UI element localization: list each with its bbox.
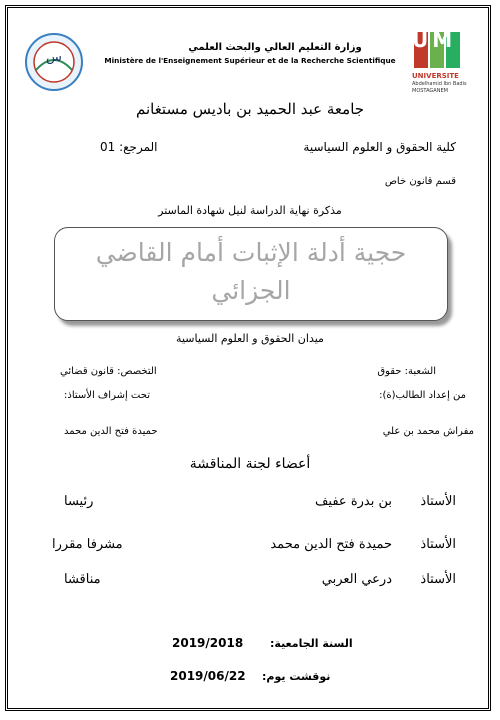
member-name: حميدة فتح الدين محمد [270, 537, 392, 552]
left-logo-mark: س [46, 50, 62, 65]
reference-number: المرجع: 01 [100, 140, 158, 154]
member-name: درعي العربي [321, 572, 392, 587]
branch-label: الشعبة: حقوق [377, 366, 436, 377]
thesis-title-line-2: الجزائي [211, 276, 291, 305]
ministry-arabic: وزارة التعليم العالي والبحث العلمي [188, 42, 362, 53]
ministry-french: Ministère de l'Enseignement Supérieur et de la Recherche Scientifique [104, 56, 396, 65]
supervisor-name: حميدة فتح الدين محمد [64, 426, 158, 437]
defended-label: نوقشت يوم: [262, 670, 331, 683]
member-role: مناقشا [64, 572, 101, 587]
prepared-by-label: من إعداد الطالب(ة): [379, 390, 466, 401]
memo-subject: مذكرة نهاية الدراسة لنيل شهادة الماستر [158, 204, 342, 217]
field-name: ميدان الحقوق و العلوم السياسية [176, 332, 324, 345]
university-logo [408, 28, 478, 94]
academic-year: 2019/2018 [172, 636, 244, 650]
member-role: رئيسا [64, 494, 94, 509]
specialty-label: التخصص: قانون قضائي [60, 366, 157, 377]
member-title: الأستاذ [420, 494, 456, 509]
university-name: جامعة عبد الحميد بن باديس مستغانم [135, 100, 365, 118]
member-title: الأستاذ [420, 537, 456, 552]
logo-city-text: MOSTAGANEM [412, 88, 448, 94]
thesis-title-box [54, 227, 448, 321]
logo-university-text: UNIVERSITE [412, 72, 459, 80]
member-name: بن بدرة عفيف [314, 494, 392, 509]
supervisor-label: تحت إشراف الأستاذ: [64, 390, 150, 401]
faculty-name: كلية الحقوق و العلوم السياسية [303, 140, 456, 154]
student-name: مفراش محمد بن علي [382, 426, 474, 437]
member-title: الأستاذ [420, 572, 456, 587]
defended-date: 2019/06/22 [170, 669, 246, 683]
academic-year-label: السنة الجامعية: [270, 637, 353, 650]
logo-mark-text: UM [412, 28, 457, 52]
committee-heading: أعضاء لجنة المناقشة [189, 456, 311, 472]
logo-sub-text: Abdelhamid Ibn Badis [412, 81, 467, 87]
member-role: مشرفا مقررا [52, 537, 123, 552]
thesis-title-line-1: حجية أدلة الإثبات أمام القاضي [95, 238, 407, 267]
department-name: قسم قانون خاص [384, 176, 456, 187]
